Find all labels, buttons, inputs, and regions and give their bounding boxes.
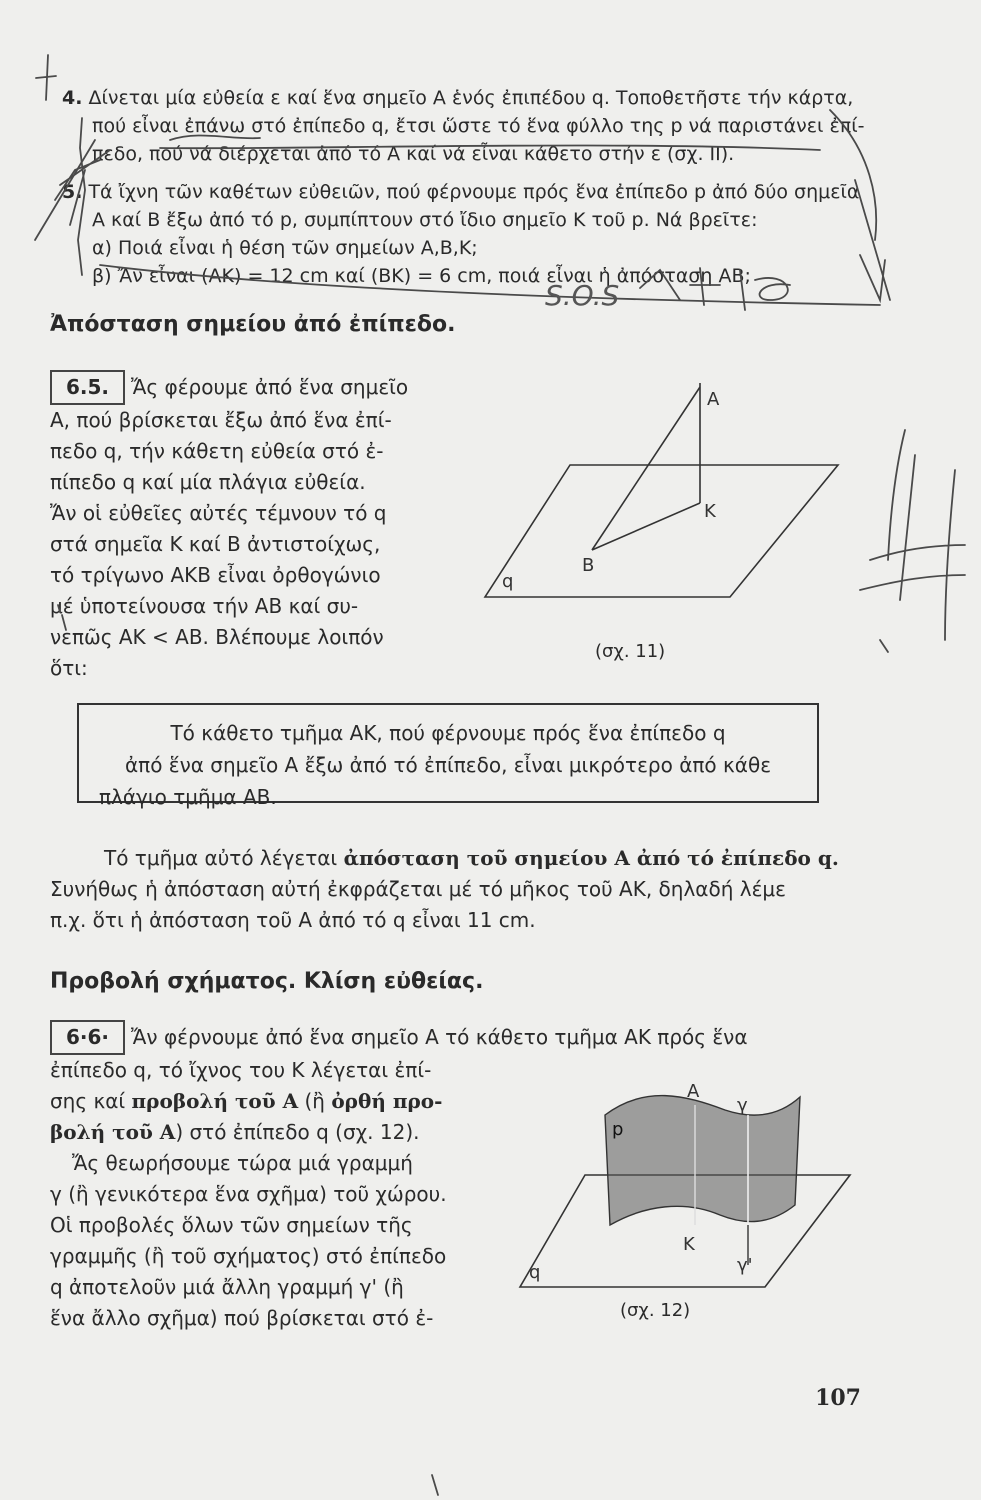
exercise-5-line-4: β) Ἄν εἶναι (ΑΚ) = 12 cm καί (ΒΚ) = 6 cm, ποιά εἶναι ἡ ἀπόσταση ΑΒ;	[92, 265, 751, 287]
exercise-4-line-1: Δίνεται μία εὐθεία ε καί ἕνα σημεῖο Α ἑνός ἐπιπέδου q. Τοποθετῆστε τήν κάρτα,	[88, 87, 854, 109]
p65-line-3: πεδο q, τήν κάθετη εὐθεία στό ἐ-	[50, 439, 384, 463]
fig11-label-b: B	[582, 555, 595, 576]
pencil-sos-text: S.O.S	[545, 279, 620, 312]
p66-line-6: γ (ἢ γενικότερα ἕνα σχῆμα) τοῦ χώρου.	[50, 1182, 447, 1206]
p66-line-3c: (ἢ	[298, 1089, 332, 1113]
p66-line-8: γραμμῆς (ἢ τοῦ σχήματος) στό ἐπίπεδο	[50, 1244, 447, 1268]
fig12-label-q: q	[529, 1262, 541, 1283]
fig12-label-p: p	[612, 1119, 624, 1140]
p66-line-9: q ἀποτελοῦν μιά ἄλλη γραμμή γ' (ἢ	[50, 1275, 404, 1299]
p66-line-1: Ἄν φέρνουμε ἀπό ἕνα σημεῖο Α τό κάθετο τμῆμα ΑΚ πρός ἕνα	[131, 1025, 748, 1049]
exercise-5-number: 5.	[62, 181, 83, 203]
paragraph-number-6-6: 6·6·	[50, 1020, 125, 1055]
paragraph-number-6-5: 6.5.	[50, 370, 125, 405]
exercise-4-number: 4.	[62, 87, 83, 109]
exercise-5-line-3: α) Ποιά εἶναι ἡ θέση τῶν σημείων Α,Β,Κ;	[92, 237, 478, 259]
p65-line-2: Α, πού βρίσκεται ἔξω ἀπό ἕνα ἐπί-	[50, 408, 392, 432]
exercise-5	[62, 178, 862, 290]
section-heading-projection: Προβολή σχήματος. Κλίση εὐθείας.	[50, 969, 484, 994]
definition-line-1: Τό κάθετο τμῆμα ΑΚ, πού φέρνουμε πρός ἕνα ἐπίπεδο q	[170, 721, 726, 745]
pencil-cross-top-left	[36, 55, 56, 100]
paragraph-6-5	[50, 370, 490, 684]
p65-line-4: πίπεδο q καί μία πλάγια εὐθεία.	[50, 470, 366, 494]
definition-box	[77, 703, 819, 809]
after-line-3: π.χ. ὅτι ἡ ἀπόσταση τοῦ Α ἀπό τό q εἶναι 11 cm.	[50, 908, 536, 932]
pencil-mark-bottom	[432, 1475, 438, 1495]
p66-line-4a: βολή τοῦ Α	[50, 1120, 176, 1144]
curved-surface-p	[605, 1096, 800, 1225]
after-line-1a: Τό τμῆμα αὐτό λέγεται	[104, 846, 344, 870]
p65-line-9: νεπῶς ΑΚ < ΑΒ. Βλέπουμε λοιπόν	[50, 625, 384, 649]
fig12-label-a: A	[687, 1081, 700, 1102]
p66-line-3b: προβολή τοῦ Α	[131, 1089, 299, 1113]
fig12-label-gamma: γ	[737, 1095, 748, 1116]
figure-12	[515, 1075, 855, 1295]
p65-line-5: Ἄν οἱ εὐθεῖες αὐτές τέμνουν τό q	[50, 501, 387, 525]
exercise-5-line-1: Τά ἴχνη τῶν καθέτων εὐθειῶν, πού φέρνουμε πρός ἕνα ἐπίπεδο p ἀπό δύο σημεῖα	[88, 181, 860, 203]
figure-12-caption: (σχ. 12)	[620, 1300, 691, 1321]
p65-line-6: στά σημεῖα Κ καί Β ἀντιστοίχως,	[50, 532, 381, 556]
oblique-AB	[592, 387, 700, 550]
pencil-tick-small	[880, 640, 888, 652]
fig11-label-k: K	[704, 501, 716, 522]
p66-line-7: Οἱ προβολές ὅλων τῶν σημείων τῆς	[50, 1213, 413, 1237]
p66-line-3d: ὀρθή προ-	[331, 1089, 443, 1113]
p66-line-4b: ) στό ἐπίπεδο q (σχ. 12).	[175, 1120, 420, 1144]
figure-11	[480, 375, 840, 635]
p65-line-1: Ἄς φέρουμε ἀπό ἕνα σημεῖο	[131, 375, 409, 399]
exercise-5-line-2: Α καί Β ἔξω ἀπό τό p, συμπίπτουν στό ἴδιο σημεῖο Κ τοῦ p. Νά βρεῖτε:	[92, 209, 758, 231]
exercise-4	[62, 84, 865, 168]
figure-11-caption: (σχ. 11)	[595, 641, 666, 662]
p65-line-8: μέ ὑποτείνουσα τήν ΑΒ καί συ-	[50, 594, 359, 618]
p65-line-7: τό τρίγωνο ΑΚΒ εἶναι ὀρθογώνιο	[50, 563, 381, 587]
p66-line-5: Ἄς θεωρήσουμε τώρα μιά γραμμή	[72, 1151, 413, 1175]
fig11-label-a: A	[707, 389, 720, 410]
pencil-big-cross	[860, 430, 965, 640]
p66-line-10: ἕνα ἄλλο σχῆμα) πού βρίσκεται στό ἐ-	[50, 1306, 434, 1330]
exercise-4-line-2: πού εἶναι ἐπάνω στό ἐπίπεδο q, ἔτσι ὥστε τό ἕνα φύλλο της p νά παριστάνει ἐπί-	[92, 115, 865, 137]
after-line-1b: ἀπόσταση τοῦ σημείου Α ἀπό τό ἐπίπεδο q.	[343, 846, 839, 870]
distance-definition-text	[50, 843, 890, 936]
p66-line-2: ἐπίπεδο q, τό ἴχνος του Κ λέγεται ἐπί-	[50, 1058, 432, 1082]
definition-line-3: πλάγιο τμῆμα ΑΒ.	[99, 785, 277, 809]
fig11-label-q: q	[502, 571, 514, 592]
p66-line-3a: σης καί	[50, 1089, 132, 1113]
definition-line-2: ἀπό ἕνα σημεῖο Α ἔξω ἀπό τό ἐπίπεδο, εἶναι μικρότερο ἀπό κάθε	[124, 753, 772, 777]
p65-line-10: ὅτι:	[50, 656, 88, 680]
section-heading-distance: Ἀπόσταση σημείου ἀπό ἐπίπεδο.	[50, 312, 456, 337]
fig12-label-gamma-prime: γ'	[737, 1255, 753, 1276]
exercise-4-line-3: πεδο, πού νά διέρχεται ἀπό τό Α καί νά εἶναι κάθετο στήν ε (σχ. ΙΙ).	[92, 143, 735, 165]
fig12-label-k: K	[683, 1234, 695, 1255]
page-number: 107	[815, 1385, 861, 1411]
plane-q	[485, 465, 838, 597]
after-line-2: Συνήθως ἡ ἀπόσταση αὐτή ἐκφράζεται μέ τό μῆκος τοῦ ΑΚ, δηλαδή λέμε	[50, 877, 786, 901]
